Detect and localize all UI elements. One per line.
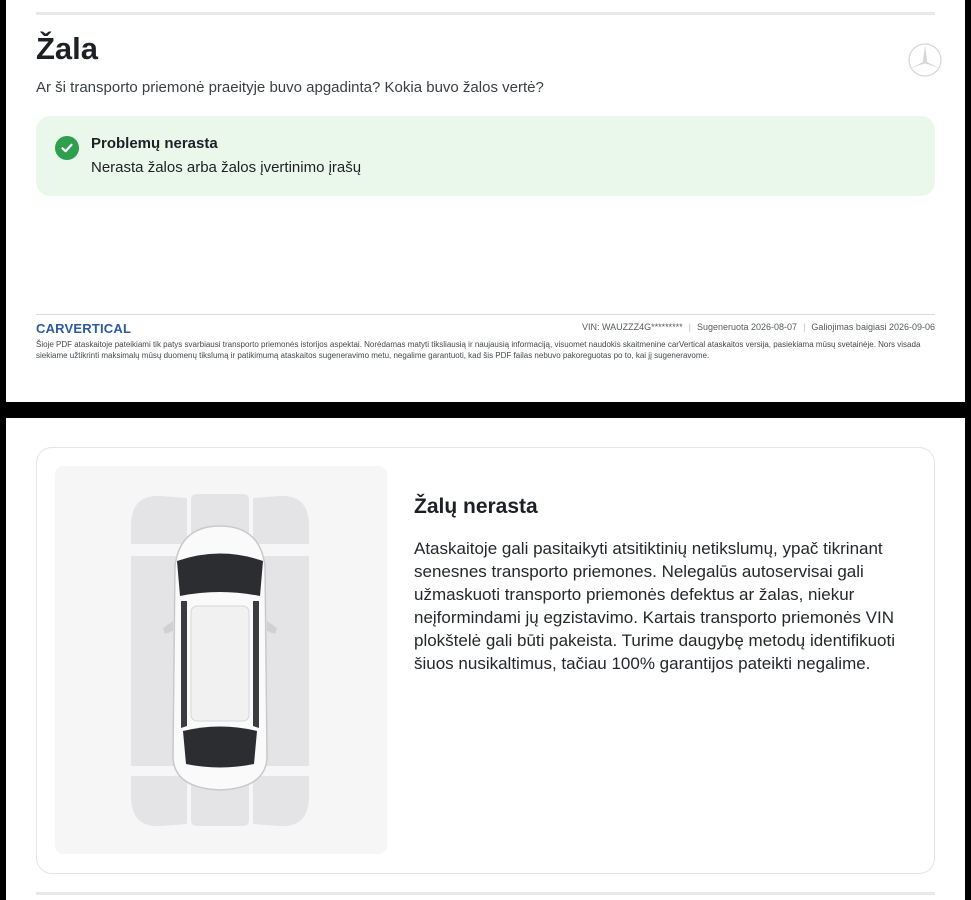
no-damage-card	[36, 447, 935, 874]
footer-divider	[36, 314, 935, 315]
top-divider	[36, 12, 935, 15]
meta-separator: |	[803, 322, 806, 332]
check-circle-icon	[55, 136, 79, 160]
meta-separator: |	[688, 322, 691, 332]
report-page-damage	[6, 0, 965, 402]
vin-label: VIN: WAUZZZ4G*********	[581, 322, 683, 332]
report-page-damage-details	[6, 418, 965, 900]
brand-emblem-icon	[907, 42, 943, 78]
card-title: Žalų nerasta	[414, 495, 538, 518]
footer-disclaimer: Šioje PDF ataskaitoje pateikiami tik patys svarbiausi transporto priemonės istorijos aspektai. Norėdamas matyti tiksliausią ir naujausią informaciją, visuomet naudokis skaitmenine carVertical ataskaitos versija, pasiekiama mūsų svetainėje. Nors visada siekiame užtikrinti maksimalų mūsų duomenų tikslumą ir patikimumą ataskaitos sugeneravimo metu, negalime garantuoti, kad šis PDF failas nebuvo pakoreguotas po to, kai jį sugeneravome.	[36, 340, 921, 360]
alert-title: Problemų nerasta	[91, 135, 218, 152]
section-title: Žala	[36, 31, 99, 66]
report-meta	[582, 322, 935, 332]
section-subtitle: Ar ši transporto priemonė praeityje buvo apgadinta? Kokia buvo žalos vertė?	[36, 79, 544, 96]
alert-text: Nerasta žalos arba žalos įvertinimo įrašų	[91, 159, 362, 176]
expiry-date: Galiojimas baigiasi 2026-09-06	[811, 322, 935, 332]
card-description: Ataskaitoje gali pasitaikyti atsitiktinių netikslumų, ypač tikrinant senesnes transporto priemones. Nelegalūs autoservisai gali užmaskuoti transporto priemonės defektus ar žalas, niekur neįformindami jų egzistavimo. Kartais transporto priemonės VIN plokštelė gali būti pakeista. Turime daugybę metodų identifikuoti šiuos nusikaltimus, tačiau 100% garantijos pateikti negalime.	[414, 539, 896, 673]
car-diagram-panel	[55, 466, 387, 854]
carvertical-logo: CARVERTICAL	[36, 321, 132, 336]
car-top-view-icon	[55, 466, 387, 854]
bottom-divider	[36, 892, 935, 895]
no-issues-alert	[36, 116, 935, 196]
generated-date: Sugeneruota 2026-08-07	[696, 322, 798, 332]
